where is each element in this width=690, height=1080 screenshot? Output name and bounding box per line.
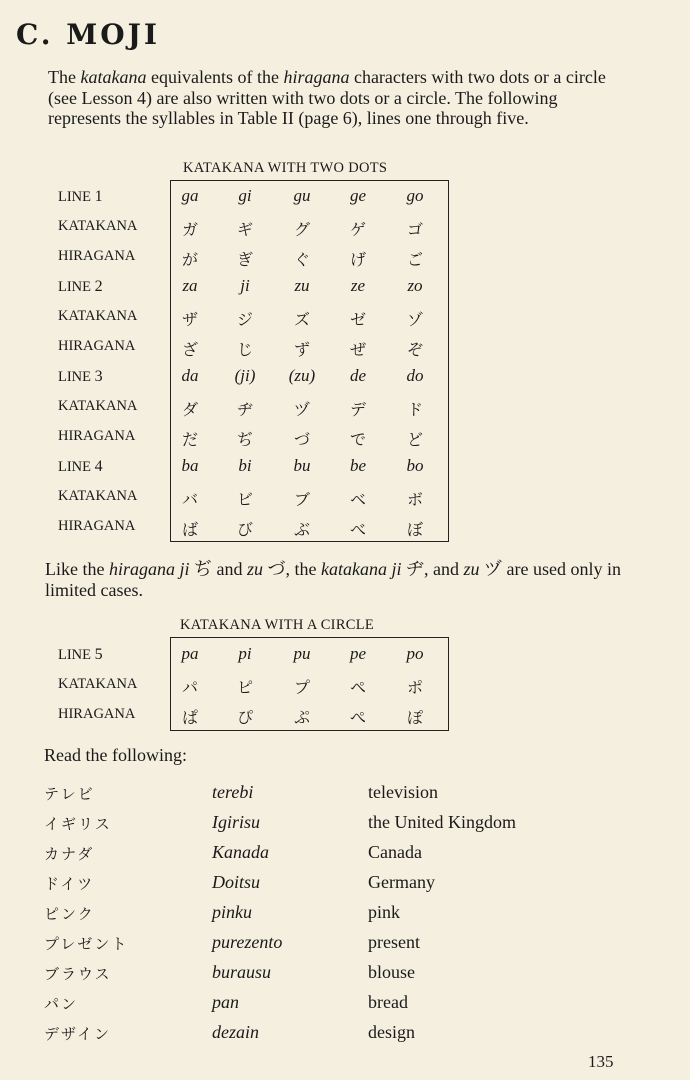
romaji-cell: ga [181, 186, 199, 205]
intro-hiragana-term: hiragana [283, 67, 350, 87]
note-text-i: ヅ are used only in limited cases. [45, 559, 621, 600]
row-label-text: KATAKANA [58, 676, 138, 692]
kana-cell: プ [293, 678, 310, 697]
romaji-cell: gu [293, 186, 311, 205]
intro-paragraph [48, 67, 628, 129]
row-label-text: KATAKANA [58, 308, 138, 324]
intro-text-3: characters with two dots or a circle (see Lesson 4) are also written with two dots or a circle. The following represents the syllables in Table II (page 6), lines one through five. [48, 67, 606, 128]
romaji-cell: (ji) [234, 366, 256, 385]
row-label [58, 518, 135, 535]
row-label-text: HIRAGANA [58, 428, 136, 444]
kana-cell: ず [293, 340, 310, 359]
vocab-romaji: purezento [212, 932, 283, 952]
romaji-cell: bu [293, 456, 311, 475]
row-label-text: KATAKANA [58, 398, 138, 414]
row-label [58, 458, 103, 476]
romaji-cell: pi [238, 644, 252, 663]
row-label [58, 488, 137, 505]
vocab-katakana: ピンク [44, 905, 95, 923]
romaji-cell: ji [240, 276, 250, 295]
kana-cell: ピ [236, 678, 253, 697]
row-label [58, 188, 103, 206]
vocab-katakana: イギリス [44, 815, 112, 833]
vocab-english: bread [368, 992, 408, 1012]
section-heading: C. MOJI [16, 18, 161, 51]
row-label [58, 278, 103, 296]
kana-cell: ヂ [236, 400, 253, 419]
vocab-english: Germany [368, 872, 435, 892]
romaji-cell: zu [294, 276, 310, 295]
row-label-text: LINE [58, 279, 95, 295]
vocab-romaji: pan [212, 992, 239, 1012]
row-label-number: 2 [94, 278, 103, 295]
vocab-english: design [368, 1022, 415, 1042]
vocab-romaji: dezain [212, 1022, 259, 1042]
row-label [58, 428, 135, 445]
kana-cell: び [236, 520, 253, 539]
kana-cell: ペ [349, 678, 366, 697]
row-label-text: LINE [58, 647, 95, 663]
read-heading: Read the following: [44, 745, 187, 765]
vocab-english: television [368, 782, 438, 802]
kana-cell: じ [236, 340, 253, 359]
kana-cell: づ [293, 430, 310, 449]
romaji-cell: be [349, 456, 367, 475]
romaji-cell: ge [349, 186, 367, 205]
row-label [58, 248, 135, 265]
row-label [58, 218, 137, 235]
kana-cell: ぢ [236, 430, 253, 449]
row-label-number: 3 [94, 368, 103, 385]
vocab-romaji: Kanada [212, 842, 270, 862]
kana-cell: グ [293, 220, 310, 239]
row-label [58, 398, 137, 415]
kana-cell: ズ [293, 310, 310, 329]
vocab-english: present [368, 932, 420, 952]
kana-cell: ぶ [293, 520, 310, 539]
romaji-cell: (zu) [288, 366, 316, 385]
vocab-katakana: デザイン [44, 1025, 111, 1043]
kana-cell: ざ [181, 340, 198, 359]
intro-text-2: equivalents of the [146, 67, 284, 87]
row-label-number: 4 [94, 458, 103, 475]
kana-cell: ゼ [349, 310, 366, 329]
romaji-cell: ba [181, 456, 199, 475]
romaji-cell: bo [406, 456, 424, 475]
kana-cell: ボ [406, 490, 423, 509]
row-label [58, 706, 135, 723]
kana-cell: ゴ [406, 220, 423, 239]
romaji-cell: da [181, 366, 199, 385]
vocab-english: the United Kingdom [368, 812, 516, 832]
kana-cell: ぐ [293, 250, 310, 269]
vocab-english: blouse [368, 962, 415, 982]
kana-cell: ダ [181, 400, 198, 419]
romaji-cell: bi [238, 456, 252, 475]
kana-cell: ぱ [181, 708, 198, 727]
vocab-romaji: Doitsu [212, 872, 261, 892]
row-label-text: HIRAGANA [58, 338, 136, 354]
kana-cell: ザ [181, 310, 198, 329]
row-label [58, 646, 103, 664]
vocab-katakana: カナダ [44, 845, 95, 863]
note-term-d: zu [247, 559, 264, 579]
row-label-number: 5 [94, 646, 103, 663]
kana-cell: ぞ [406, 340, 423, 359]
kana-cell: ジ [236, 310, 253, 329]
kana-cell: ぎ [236, 250, 253, 269]
note-paragraph [45, 559, 645, 601]
vocab-katakana: ドイツ [44, 875, 95, 893]
vocab-katakana: ブラウス [44, 965, 112, 983]
intro-text-1: The [48, 67, 81, 87]
romaji-cell: pa [181, 644, 199, 663]
row-label-text: KATAKANA [58, 218, 138, 234]
kana-cell: ご [406, 250, 423, 269]
kana-cell: ぜ [349, 340, 366, 359]
kana-cell: バ [181, 490, 198, 509]
table2-caption: KATAKANA WITH A CIRCLE [180, 617, 375, 633]
kana-cell: ぺ [349, 708, 366, 727]
vocab-romaji: burausu [212, 962, 272, 982]
kana-cell: べ [349, 520, 366, 539]
note-text-a: Like the [45, 559, 109, 579]
romaji-cell: de [349, 366, 367, 385]
row-label-text: HIRAGANA [58, 518, 136, 534]
row-label-number: 1 [94, 188, 103, 205]
kana-cell: ぷ [293, 708, 310, 727]
romaji-cell: po [406, 644, 424, 663]
note-term-h: zu [463, 559, 480, 579]
vocab-katakana: プレゼント [44, 935, 129, 953]
kana-cell: ぼ [406, 520, 423, 539]
vocab-romaji: Igirisu [212, 812, 261, 832]
kana-cell: ば [181, 520, 198, 539]
kana-cell: ど [406, 430, 423, 449]
row-label [58, 338, 135, 355]
row-label-text: KATAKANA [58, 488, 138, 504]
kana-cell: ゾ [406, 310, 423, 329]
kana-cell: ぴ [236, 708, 253, 727]
vocab-english: Canada [368, 842, 422, 862]
vocab-katakana: テレビ [44, 785, 95, 803]
row-label-text: LINE [58, 369, 95, 385]
romaji-cell: pu [293, 644, 311, 663]
vocab-romaji: terebi [212, 782, 254, 802]
kana-cell: ぽ [406, 708, 423, 727]
kana-cell: が [181, 250, 198, 269]
kana-cell: パ [181, 678, 198, 697]
kana-cell: ヅ [293, 400, 310, 419]
kana-cell: ポ [406, 678, 423, 697]
kana-cell: ブ [293, 490, 310, 509]
note-text-g: ヂ, and [401, 559, 464, 579]
romaji-cell: pe [349, 644, 367, 663]
kana-cell: ビ [236, 490, 253, 509]
kana-cell: だ [181, 430, 198, 449]
kana-cell: ゲ [349, 220, 366, 239]
note-text-e: づ, the [263, 559, 322, 579]
row-label-text: HIRAGANA [58, 248, 136, 264]
kana-cell: デ [349, 400, 366, 419]
table1-caption: KATAKANA WITH TWO DOTS [183, 160, 388, 176]
kana-cell: ギ [236, 220, 253, 239]
kana-cell: ベ [349, 490, 366, 509]
vocab-english: pink [368, 902, 401, 922]
vocab-katakana: パン [44, 995, 79, 1013]
note-term-b: hiragana ji [108, 559, 190, 579]
romaji-cell: gi [238, 186, 252, 205]
note-term-f: katakana ji [321, 559, 402, 579]
row-label-text: LINE [58, 189, 95, 205]
kana-cell: げ [349, 250, 366, 269]
romaji-cell: do [406, 366, 424, 385]
romaji-cell: zo [407, 276, 423, 295]
row-label [58, 308, 137, 325]
romaji-cell: ze [350, 276, 366, 295]
intro-katakana-term: katakana [80, 67, 147, 87]
page-number: 135 [588, 1052, 614, 1071]
romaji-cell: za [182, 276, 198, 295]
row-label-text: LINE [58, 459, 95, 475]
kana-cell: で [349, 430, 366, 449]
romaji-cell: go [406, 186, 424, 205]
vocab-romaji: pinku [212, 902, 252, 922]
kana-cell: ド [406, 400, 423, 419]
note-text-c: ぢ and [189, 559, 247, 579]
row-label-text: HIRAGANA [58, 706, 136, 722]
kana-cell: ガ [181, 220, 198, 239]
row-label [58, 676, 137, 693]
row-label [58, 368, 103, 386]
